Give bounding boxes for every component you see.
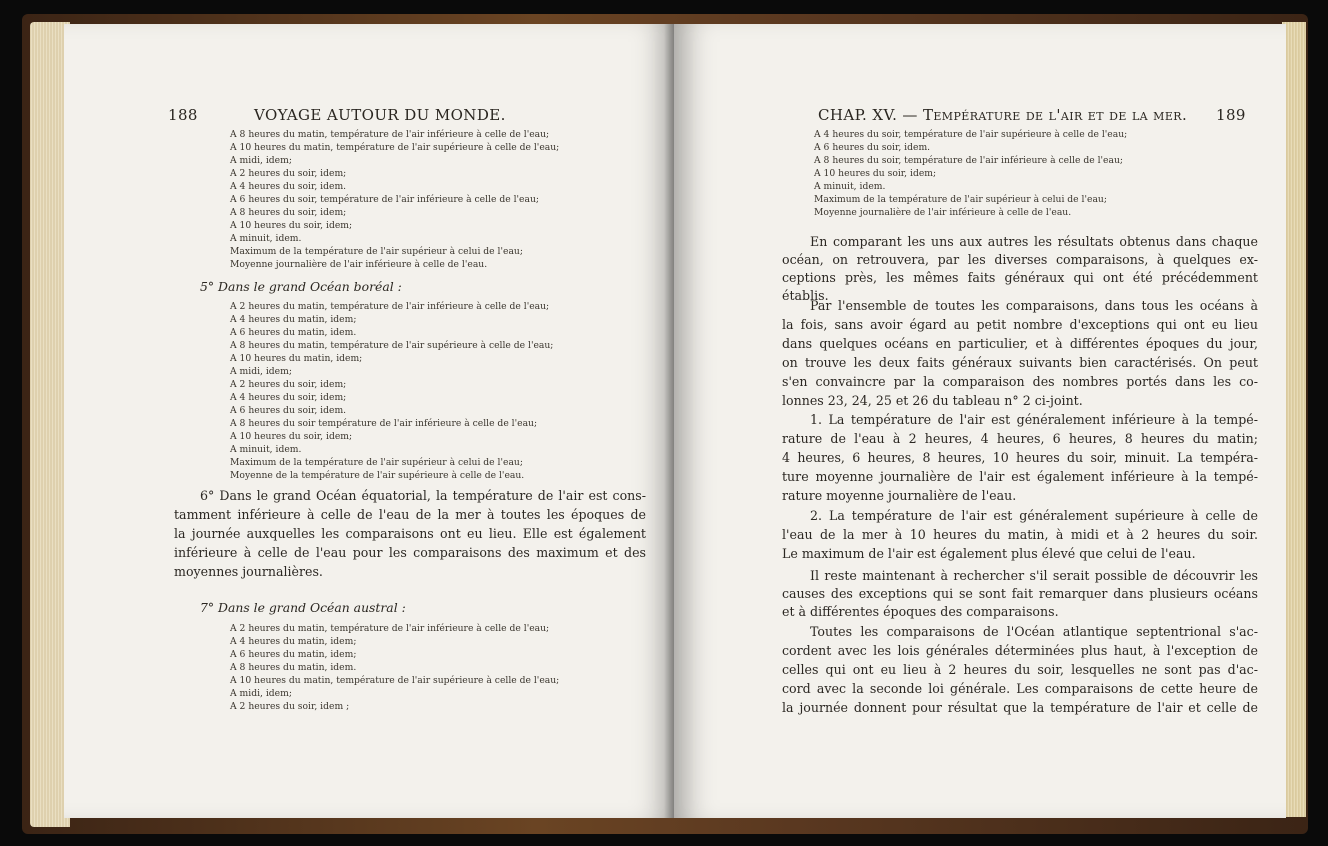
text-line: A minuit, idem.: [814, 181, 886, 192]
text-line: ceptions près, les mêmes faits généraux qui ont été précédemment: [782, 270, 1258, 285]
text-line: A 6 heures du soir, température de l'air inférieure à celle de l'eau;: [230, 194, 539, 205]
right-page: [674, 24, 1286, 818]
section-7-title: 7° Dans le grand Océan austral :: [200, 600, 406, 615]
left-block-3: [230, 622, 559, 713]
text-line: A 4 heures du soir, température de l'air supérieure à celle de l'eau;: [814, 129, 1128, 140]
left-block-1: [230, 128, 559, 271]
text-line: A 6 heures du soir, idem.: [814, 142, 931, 153]
text-line: A 8 heures du soir, température de l'air inférieure à celle de l'eau;: [814, 155, 1123, 166]
text-line: on trouve les deux faits généraux suivants bien caractérisés. On peut: [782, 355, 1258, 370]
left-running-title: VOYAGE AUTOUR DU MONDE.: [254, 106, 506, 124]
text-line: et à différentes époques des comparaisons.: [782, 604, 1059, 619]
text-line: A 8 heures du matin, idem.: [230, 662, 357, 673]
section-5-title: 5° Dans le grand Océan boréal :: [200, 279, 402, 294]
text-line: inférieure à celle de l'eau pour les comparaisons des maximum et des: [174, 545, 646, 560]
text-line: Maximum de la température de l'air supérieur à celui de l'eau;: [230, 246, 523, 257]
text-line: A 8 heures du soir température de l'air inférieure à celle de l'eau;: [230, 418, 538, 429]
text-line: A 2 heures du matin, température de l'air inférieure à celle de l'eau;: [230, 623, 550, 634]
text-line: A 10 heures du matin, température de l'air supérieure à celle de l'eau;: [230, 142, 560, 153]
text-line: A 6 heures du soir, idem.: [230, 405, 347, 416]
text-line: rature moyenne journalière de l'eau.: [782, 488, 1017, 503]
text-line: cordent avec les lois générales déterminées plus haut, à l'exception de: [782, 643, 1258, 658]
text-line: Maximum de la température de l'air supérieur à celui de l'eau;: [230, 457, 523, 468]
text-line: A 10 heures du soir, idem;: [814, 168, 937, 179]
text-line: A 4 heures du matin, idem;: [230, 314, 357, 325]
text-line: 1. La température de l'air est généralement inférieure à la tempé-: [810, 412, 1258, 427]
text-line: s'en convaincre par la comparaison des nombres portés dans les co-: [782, 374, 1258, 389]
text-line: A 4 heures du matin, idem;: [230, 636, 357, 647]
left-block-2: [230, 300, 553, 482]
text-line: A 2 heures du soir, idem ;: [230, 701, 350, 712]
text-line: A midi, idem;: [230, 688, 292, 699]
text-line: A midi, idem;: [230, 155, 292, 166]
text-line: Le maximum de l'air est également plus élevé que celui de l'eau.: [782, 546, 1196, 561]
text-line: la fois, sans avoir égard au petit nombre d'exceptions qui ont eu lieu: [782, 317, 1258, 332]
text-line: Moyenne journalière de l'air inférieure à celle de l'eau.: [230, 259, 488, 270]
text-line: A 6 heures du matin, idem;: [230, 649, 357, 660]
text-line: ture moyenne journalière de l'air est également inférieure à la tempé-: [782, 469, 1258, 484]
text-line: rature de l'eau à 2 heures, 4 heures, 6 heures, 8 heures du matin;: [782, 431, 1258, 446]
text-line: A 4 heures du soir, idem;: [230, 392, 347, 403]
text-line: A 2 heures du soir, idem;: [230, 168, 347, 179]
text-line: A 10 heures du matin, idem;: [230, 353, 363, 364]
text-line: A 6 heures du matin, idem.: [230, 327, 357, 338]
left-page: [64, 24, 674, 818]
text-line: tamment inférieure à celle de l'eau de la mer à toutes les époques de: [174, 507, 646, 522]
text-line: dans quelques océans en particulier, et à différentes époques du jour,: [782, 336, 1258, 351]
text-line: la journée donnent pour résultat que la température de l'air et celle de: [782, 700, 1258, 715]
right-page-number: 189: [1216, 106, 1246, 124]
text-line: l'eau de la mer à 10 heures du matin, à midi et à 2 heures du soir.: [782, 527, 1258, 542]
right-running-title: CHAP. XV. — Température de l'air et de la mer.: [818, 106, 1188, 124]
text-line: Moyenne journalière de l'air inférieure à celle de l'eau.: [814, 207, 1072, 218]
text-line: A minuit, idem.: [230, 444, 302, 455]
text-line: Moyenne de la température de l'air supérieure à celle de l'eau.: [230, 470, 525, 481]
text-line: A 10 heures du matin, température de l'air supérieure à celle de l'eau;: [230, 675, 560, 686]
text-line: océan, on retrouvera, par les diverses comparaisons, à quelques ex-: [782, 252, 1258, 267]
text-line: Par l'ensemble de toutes les comparaisons, dans tous les océans à: [810, 298, 1258, 313]
text-line: moyennes journalières.: [174, 564, 323, 579]
text-line: Toutes les comparaisons de l'Océan atlantique septentrional s'ac-: [810, 624, 1258, 639]
text-line: Il reste maintenant à rechercher s'il serait possible de découvrir les: [810, 568, 1258, 583]
text-line: lonnes 23, 24, 25 et 26 du tableau n° 2 ci-joint.: [782, 393, 1083, 408]
text-line: A 2 heures du soir, idem;: [230, 379, 347, 390]
text-line: 2. La température de l'air est généralement supérieure à celle de: [810, 508, 1258, 523]
left-page-number: 188: [168, 106, 198, 124]
text-line: A 10 heures du soir, idem;: [230, 220, 353, 231]
text-line: A 4 heures du soir, idem.: [230, 181, 347, 192]
text-line: En comparant les uns aux autres les résultats obtenus dans chaque: [810, 234, 1258, 249]
text-line: établis.: [782, 288, 829, 303]
text-line: cord avec la seconde loi générale. Les comparaisons de cette heure de: [782, 681, 1258, 696]
text-line: A midi, idem;: [230, 366, 292, 377]
text-line: celles qui ont eu lieu à 2 heures du soir, lesquelles ne sont pas d'ac-: [782, 662, 1258, 677]
text-line: A 8 heures du matin, température de l'air supérieure à celle de l'eau;: [230, 340, 554, 351]
text-line: A minuit, idem.: [230, 233, 302, 244]
text-line: A 2 heures du matin, température de l'air inférieure à celle de l'eau;: [230, 301, 550, 312]
text-line: la journée auxquelles les comparaisons ont eu lieu. Elle est également: [174, 526, 646, 541]
text-line: Maximum de la température de l'air supérieur à celui de l'eau;: [814, 194, 1107, 205]
text-line: 6° Dans le grand Océan équatorial, la température de l'air est cons-: [200, 488, 646, 503]
text-line: A 8 heures du soir, idem;: [230, 207, 347, 218]
text-line: 4 heures, 6 heures, 8 heures, 10 heures du soir, minuit. La tempéra-: [782, 450, 1258, 465]
text-line: causes des exceptions qui se sont fait remarquer dans plusieurs océans: [782, 586, 1258, 601]
right-block-1: [814, 128, 1127, 219]
text-line: A 8 heures du matin, température de l'air inférieure à celle de l'eau;: [230, 129, 550, 140]
text-line: A 10 heures du soir, idem;: [230, 431, 353, 442]
